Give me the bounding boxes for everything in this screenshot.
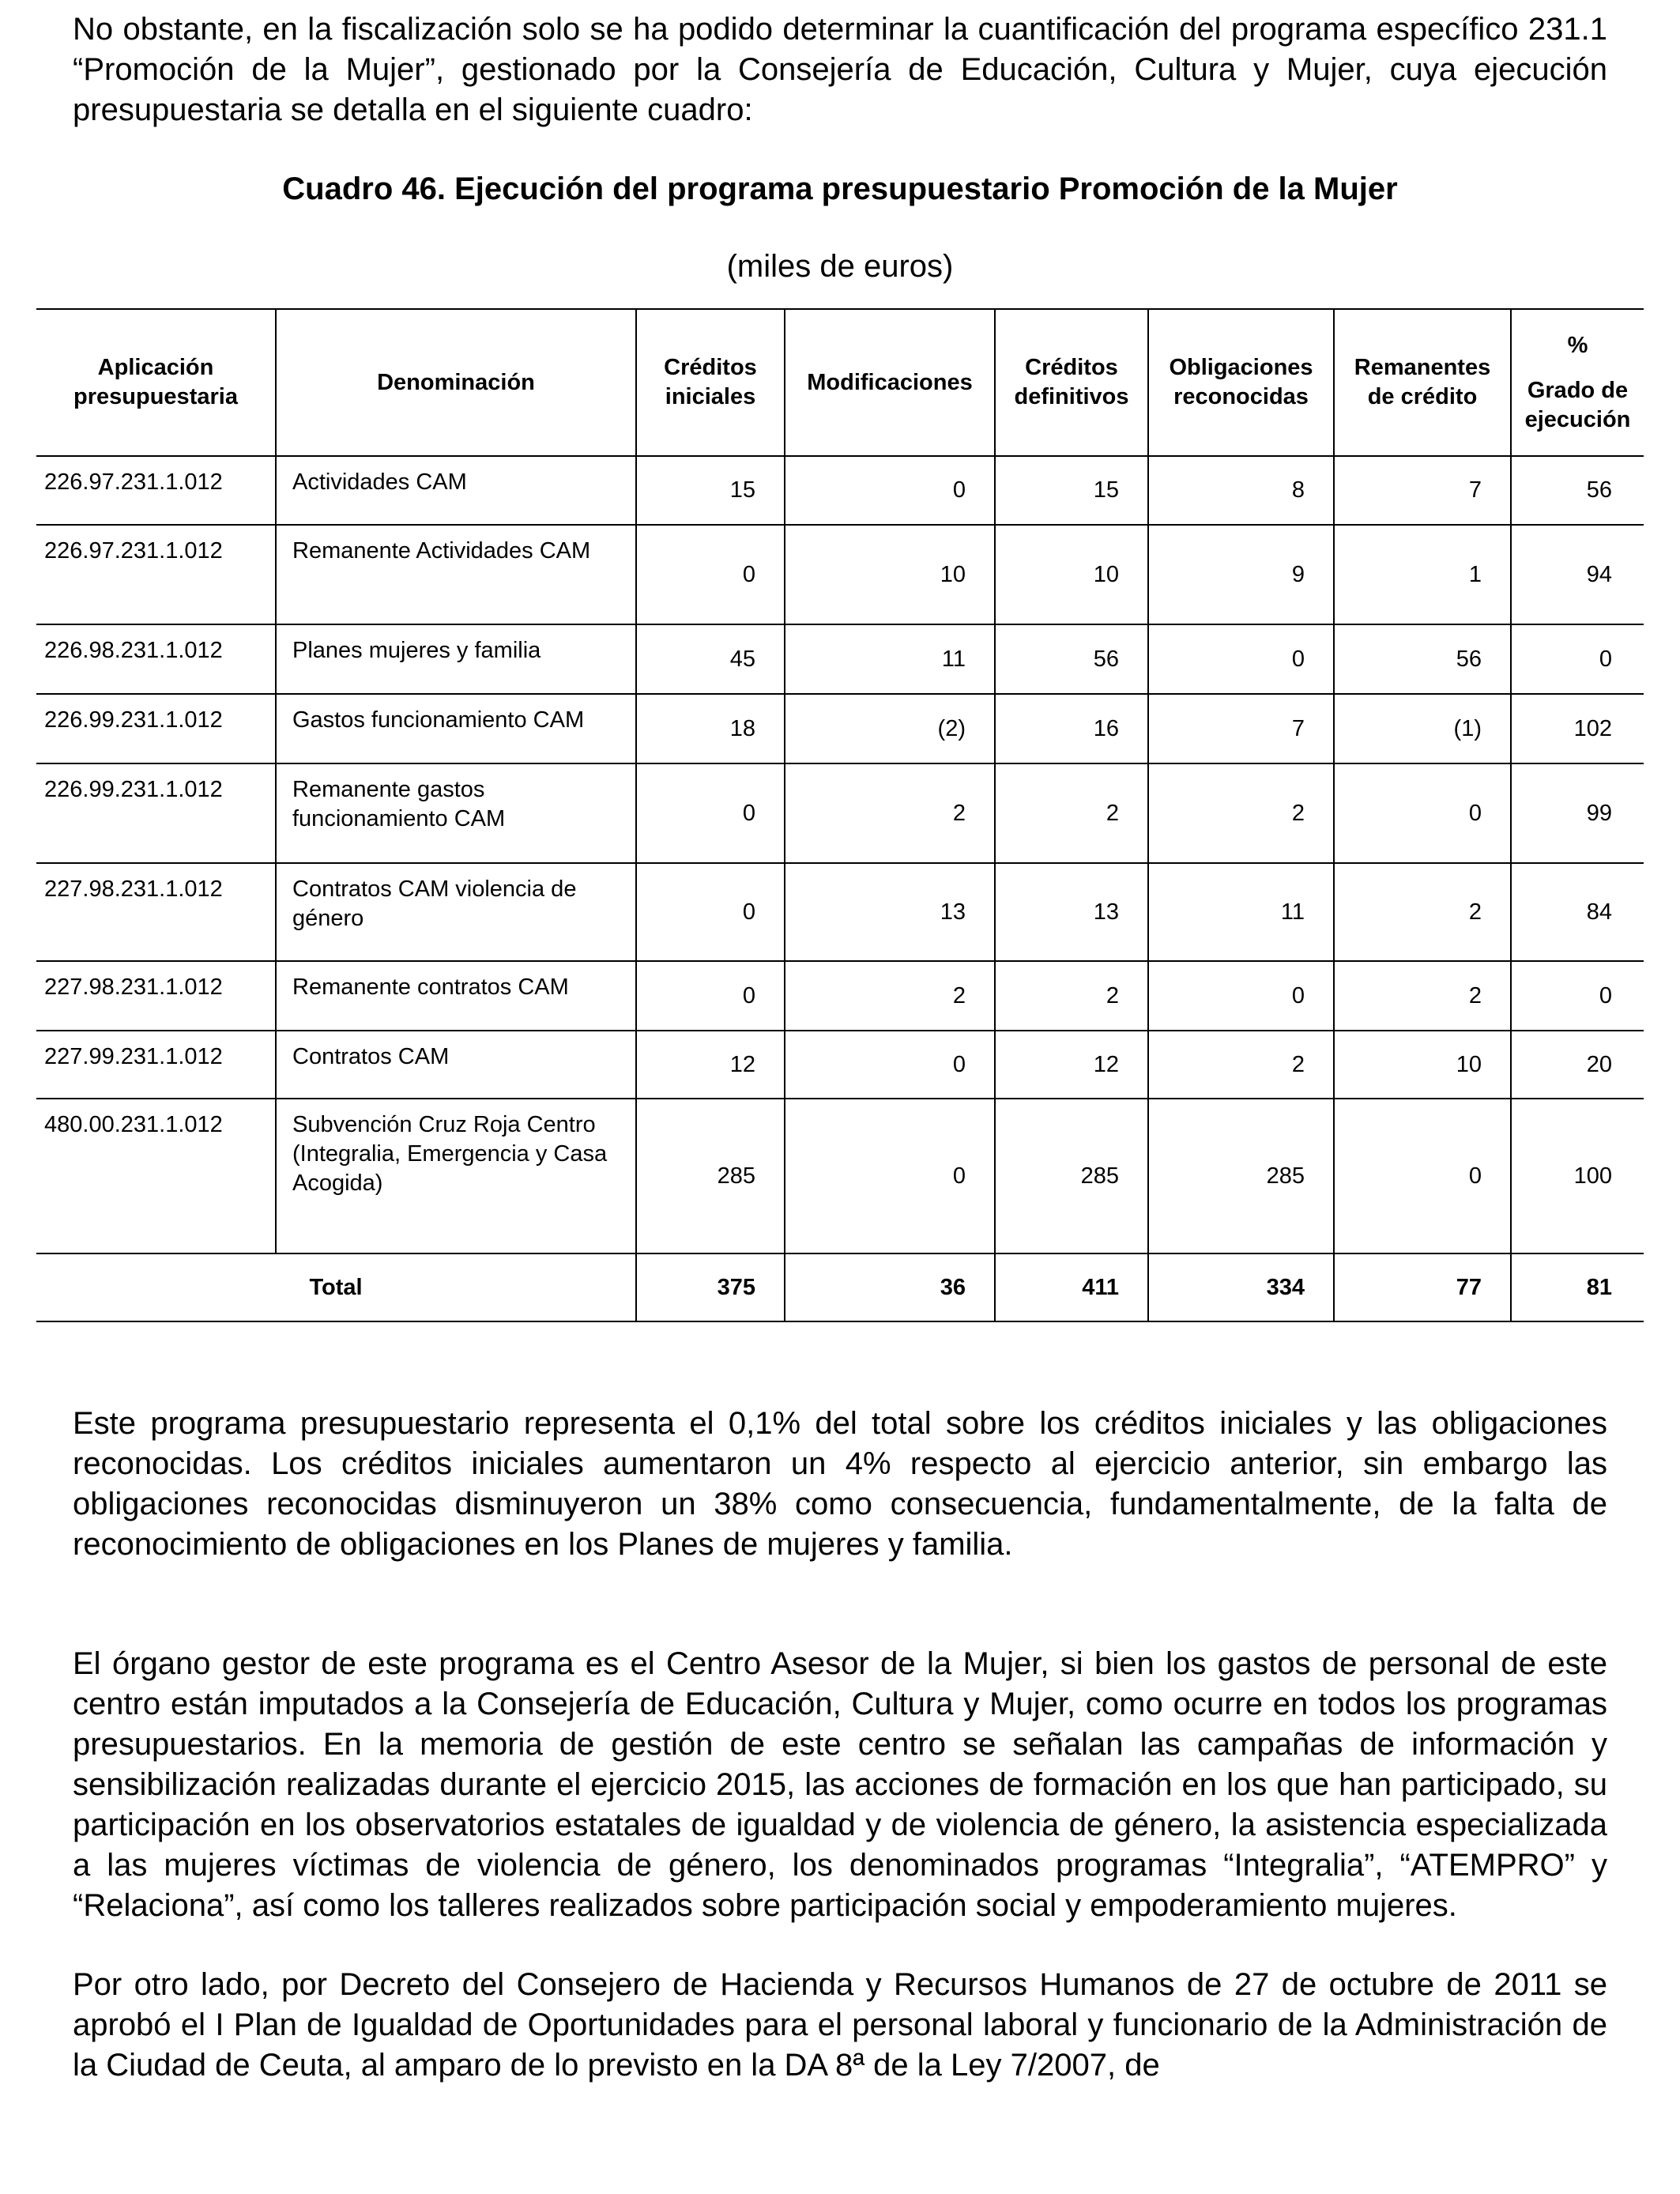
table-row bbox=[36, 863, 1644, 961]
cell-name: Planes mujeres y familia bbox=[276, 624, 636, 694]
header-grado-label: Grado de ejecución bbox=[1524, 377, 1631, 432]
table-row bbox=[36, 961, 1644, 1031]
cell-grado: 84 bbox=[1511, 863, 1644, 961]
cell-creditos-definitivos: 2 bbox=[995, 961, 1148, 1031]
cell-name: Contratos CAM bbox=[276, 1031, 636, 1099]
table-units: (miles de euros) bbox=[726, 249, 954, 284]
cell-creditos-definitivos: 56 bbox=[995, 624, 1148, 694]
budget-table bbox=[36, 308, 1644, 1322]
cell-creditos-definitivos: 285 bbox=[995, 1099, 1148, 1253]
cell-grado: 102 bbox=[1511, 694, 1644, 763]
table-title: Cuadro 46. Ejecución del programa presupuestario Promoción de la Mujer bbox=[282, 172, 1398, 206]
table-row bbox=[36, 763, 1644, 863]
cell-obligaciones: 2 bbox=[1148, 763, 1334, 863]
paragraph-program-share: Este programa presupuestario representa el 0,1% del total sobre los créditos iniciales y las obligaciones reconocidas. Los créditos iniciales aumentaron un 4% respecto al ejercicio anterior, sin embargo las obligaciones reconocidas disminuyeron un 38% como consecuencia, fundamentalmente, de la falta de reconocimiento de obligaciones en los Planes de mujeres y familia. bbox=[73, 1406, 1607, 1562]
table-header-row bbox=[36, 309, 1644, 456]
cell-creditos-definitivos: 12 bbox=[995, 1031, 1148, 1099]
cell-modificaciones: (2) bbox=[785, 694, 995, 763]
table-row bbox=[36, 456, 1644, 525]
header-grado-symbol: % bbox=[1567, 332, 1588, 358]
total-obligaciones: 334 bbox=[1148, 1253, 1334, 1321]
total-remanentes: 77 bbox=[1334, 1253, 1511, 1321]
cell-remanentes: 0 bbox=[1334, 1099, 1511, 1253]
cell-creditos-definitivos: 15 bbox=[995, 456, 1148, 525]
cell-obligaciones: 11 bbox=[1148, 863, 1334, 961]
cell-creditos-definitivos: 2 bbox=[995, 763, 1148, 863]
cell-remanentes: 2 bbox=[1334, 863, 1511, 961]
cell-creditos-iniciales: 45 bbox=[636, 624, 785, 694]
cell-obligaciones: 9 bbox=[1148, 525, 1334, 624]
cell-code: 227.98.231.1.012 bbox=[36, 961, 276, 1031]
header-grado bbox=[1511, 309, 1644, 456]
cell-creditos-definitivos: 13 bbox=[995, 863, 1148, 961]
header-remanentes: Remanentes de crédito bbox=[1334, 309, 1511, 456]
cell-modificaciones: 13 bbox=[785, 863, 995, 961]
cell-code: 227.99.231.1.012 bbox=[36, 1031, 276, 1099]
cell-grado: 99 bbox=[1511, 763, 1644, 863]
total-label: Total bbox=[36, 1253, 636, 1321]
cell-creditos-iniciales: 12 bbox=[636, 1031, 785, 1099]
table-row bbox=[36, 1031, 1644, 1099]
cell-remanentes: 2 bbox=[1334, 961, 1511, 1031]
paragraph-managing-body: El órgano gestor de este programa es el Centro Asesor de la Mujer, si bien los gastos de personal de este centro están imputados a la Consejería de Educación, Cultura y Mujer, como ocurre en todos los programas presupuestarios. En la memoria de gestión de este centro se señalan las campañas de información y sensibilización realizadas durante el ejercicio 2015, las acciones de formación en los que han participado, su participación en los observatorios estatales de igualdad y de violencia de género, la asistencia especializada a las mujeres víctimas de violencia de género, los denominados programas “Integralia”, “ATEMPRO” y “Relaciona”, así como los talleres realizados sobre participación social y empoderamiento mujeres. bbox=[73, 1646, 1607, 1923]
cell-remanentes: (1) bbox=[1334, 694, 1511, 763]
cell-code: 480.00.231.1.012 bbox=[36, 1099, 276, 1253]
cell-creditos-iniciales: 0 bbox=[636, 863, 785, 961]
cell-name: Subvención Cruz Roja Centro (Integralia, Emergencia y Casa Acogida) bbox=[276, 1099, 636, 1253]
cell-modificaciones: 10 bbox=[785, 525, 995, 624]
cell-code: 227.98.231.1.012 bbox=[36, 863, 276, 961]
cell-obligaciones: 0 bbox=[1148, 961, 1334, 1031]
paragraph-equality-plan: Por otro lado, por Decreto del Consejero de Hacienda y Recursos Humanos de 27 de octubre de 2011 se aprobó el I Plan de Igualdad de Oportunidades para el personal laboral y funcionario de la Administración de la Ciudad de Ceuta, al amparo de lo previsto en la DA 8ª de la Ley 7/2007, de bbox=[73, 1967, 1607, 2083]
cell-name: Remanente Actividades CAM bbox=[276, 525, 636, 624]
intro-paragraph: No obstante, en la fiscalización solo se ha podido determinar la cuantificación del programa específico 231.1 “Promoción de la Mujer”, gestionado por la Consejería de Educación, Cultura y Mujer, cuya ejecución presupuestaria se detalla en el siguiente cuadro: bbox=[73, 12, 1607, 127]
cell-remanentes: 1 bbox=[1334, 525, 1511, 624]
cell-modificaciones: 11 bbox=[785, 624, 995, 694]
cell-remanentes: 7 bbox=[1334, 456, 1511, 525]
cell-obligaciones: 285 bbox=[1148, 1099, 1334, 1253]
cell-modificaciones: 2 bbox=[785, 961, 995, 1031]
cell-code: 226.98.231.1.012 bbox=[36, 624, 276, 694]
total-creditos-iniciales: 375 bbox=[636, 1253, 785, 1321]
cell-name: Actividades CAM bbox=[276, 456, 636, 525]
cell-creditos-iniciales: 0 bbox=[636, 763, 785, 863]
cell-creditos-iniciales: 0 bbox=[636, 961, 785, 1031]
header-obligaciones: Obligaciones reconocidas bbox=[1148, 309, 1334, 456]
cell-grado: 94 bbox=[1511, 525, 1644, 624]
cell-grado: 56 bbox=[1511, 456, 1644, 525]
cell-creditos-iniciales: 0 bbox=[636, 525, 785, 624]
cell-grado: 0 bbox=[1511, 961, 1644, 1031]
cell-creditos-definitivos: 16 bbox=[995, 694, 1148, 763]
cell-modificaciones: 0 bbox=[785, 1099, 995, 1253]
cell-remanentes: 10 bbox=[1334, 1031, 1511, 1099]
cell-name: Contratos CAM violencia de género bbox=[276, 863, 636, 961]
cell-name: Remanente contratos CAM bbox=[276, 961, 636, 1031]
cell-obligaciones: 7 bbox=[1148, 694, 1334, 763]
cell-obligaciones: 2 bbox=[1148, 1031, 1334, 1099]
cell-obligaciones: 0 bbox=[1148, 624, 1334, 694]
cell-code: 226.99.231.1.012 bbox=[36, 763, 276, 863]
total-grado: 81 bbox=[1511, 1253, 1644, 1321]
cell-creditos-iniciales: 18 bbox=[636, 694, 785, 763]
header-creditos-iniciales: Créditos iniciales bbox=[636, 309, 785, 456]
cell-name: Remanente gastos funcionamiento CAM bbox=[276, 763, 636, 863]
cell-name: Gastos funcionamiento CAM bbox=[276, 694, 636, 763]
cell-creditos-iniciales: 285 bbox=[636, 1099, 785, 1253]
cell-grado: 100 bbox=[1511, 1099, 1644, 1253]
cell-grado: 0 bbox=[1511, 624, 1644, 694]
table-row bbox=[36, 525, 1644, 624]
cell-creditos-definitivos: 10 bbox=[995, 525, 1148, 624]
cell-code: 226.97.231.1.012 bbox=[36, 525, 276, 624]
cell-grado: 20 bbox=[1511, 1031, 1644, 1099]
header-creditos-definitivos: Créditos definitivos bbox=[995, 309, 1148, 456]
cell-creditos-iniciales: 15 bbox=[636, 456, 785, 525]
cell-obligaciones: 8 bbox=[1148, 456, 1334, 525]
cell-remanentes: 56 bbox=[1334, 624, 1511, 694]
cell-modificaciones: 0 bbox=[785, 456, 995, 525]
table-row bbox=[36, 1099, 1644, 1253]
cell-code: 226.97.231.1.012 bbox=[36, 456, 276, 525]
cell-code: 226.99.231.1.012 bbox=[36, 694, 276, 763]
table-row bbox=[36, 694, 1644, 763]
header-modificaciones: Modificaciones bbox=[785, 309, 995, 456]
table-row bbox=[36, 624, 1644, 694]
table-total-row bbox=[36, 1253, 1644, 1321]
total-modificaciones: 36 bbox=[785, 1253, 995, 1321]
header-denominacion: Denominación bbox=[276, 309, 636, 456]
cell-modificaciones: 2 bbox=[785, 763, 995, 863]
cell-remanentes: 0 bbox=[1334, 763, 1511, 863]
total-creditos-definitivos: 411 bbox=[995, 1253, 1148, 1321]
header-aplicacion: Aplicación presupuestaria bbox=[36, 309, 276, 456]
cell-modificaciones: 0 bbox=[785, 1031, 995, 1099]
